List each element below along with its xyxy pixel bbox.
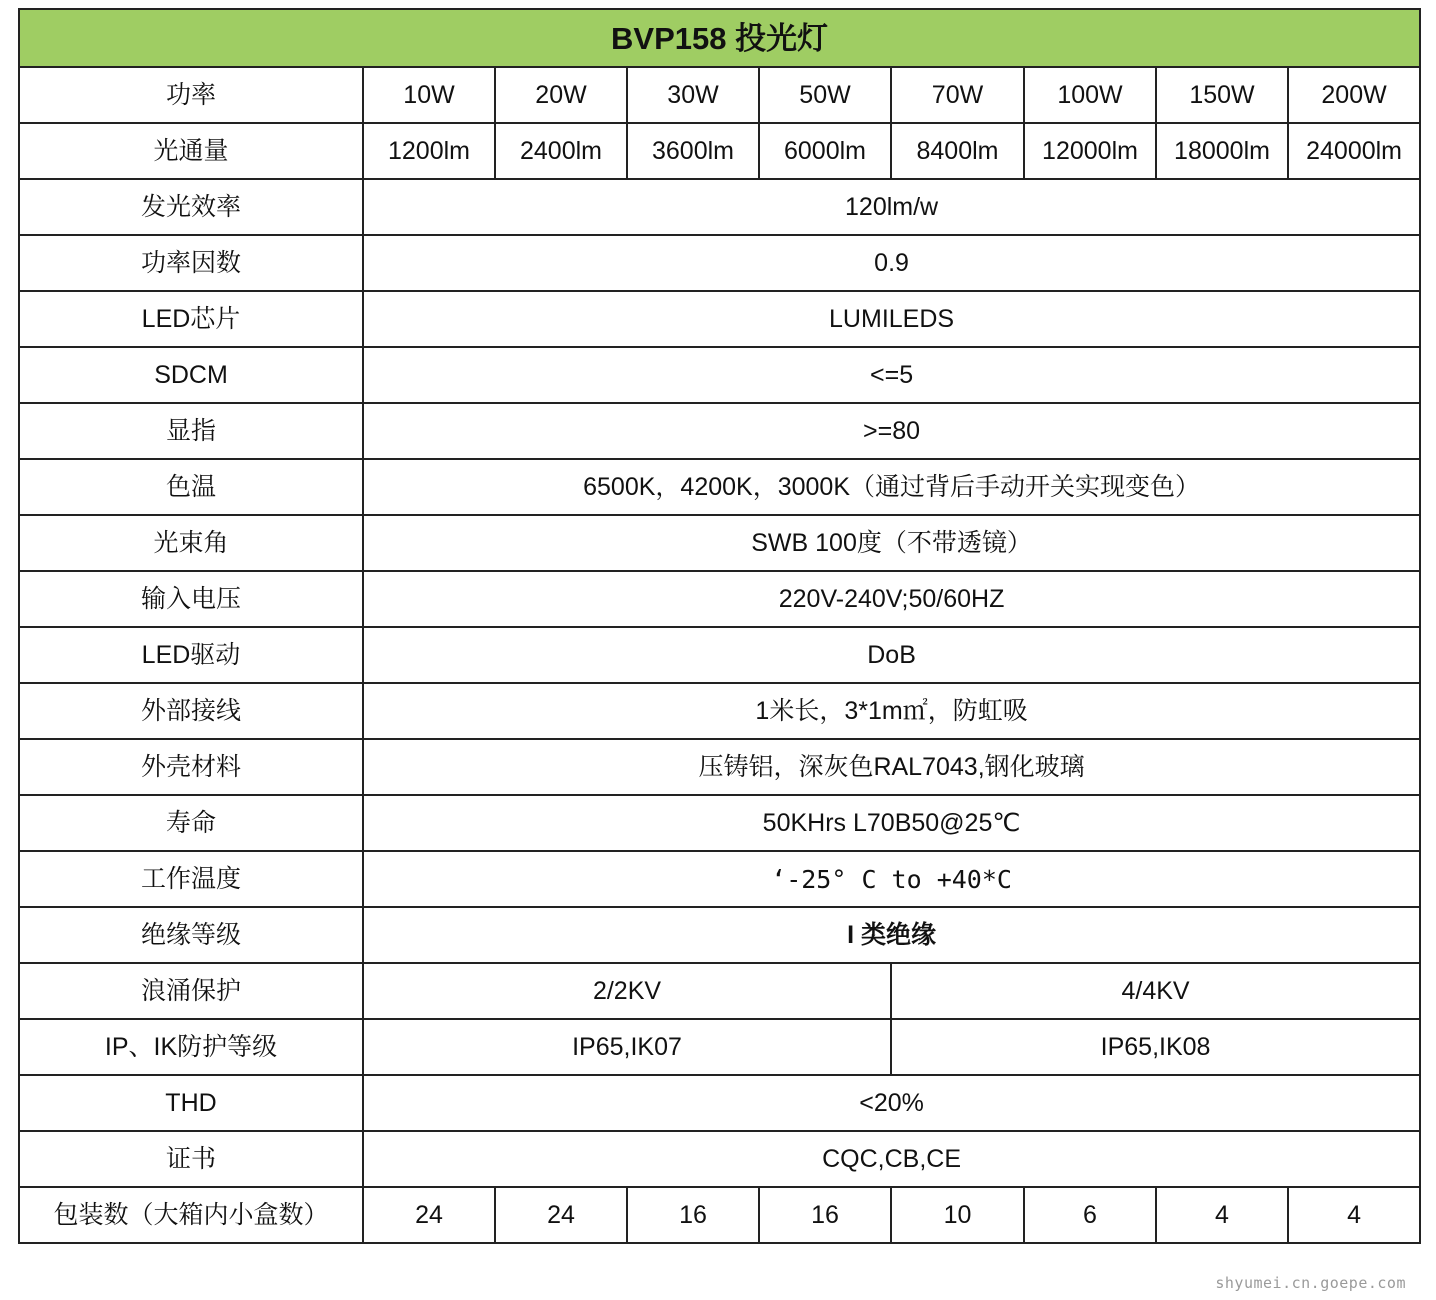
packing-cell: 16 <box>759 1187 891 1243</box>
row-label: LED芯片 <box>19 291 363 347</box>
row-beam-angle <box>19 515 1420 571</box>
table-title: BVP158 投光灯 <box>19 9 1420 67</box>
power-cell: 200W <box>1288 67 1420 123</box>
value-cell: 4/4KV <box>891 963 1420 1019</box>
flux-cell: 18000lm <box>1156 123 1288 179</box>
title-row <box>19 9 1420 67</box>
row-label: 工作温度 <box>19 851 363 907</box>
row-packing <box>19 1187 1420 1243</box>
row-certificates <box>19 1131 1420 1187</box>
value-cell: 220V-240V;50/60HZ <box>363 571 1420 627</box>
row-thd <box>19 1075 1420 1131</box>
row-label: 浪涌保护 <box>19 963 363 1019</box>
row-insulation <box>19 907 1420 963</box>
row-input-voltage <box>19 571 1420 627</box>
flux-cell: 12000lm <box>1024 123 1156 179</box>
row-flux <box>19 123 1420 179</box>
packing-cell: 24 <box>495 1187 627 1243</box>
watermark: shyumei.cn.goepe.com <box>1215 1274 1406 1292</box>
row-label: 发光效率 <box>19 179 363 235</box>
row-operating-temp <box>19 851 1420 907</box>
value-cell: IP65,IK08 <box>891 1019 1420 1075</box>
packing-cell: 6 <box>1024 1187 1156 1243</box>
flux-cell: 2400lm <box>495 123 627 179</box>
row-label: 绝缘等级 <box>19 907 363 963</box>
row-label: 光束角 <box>19 515 363 571</box>
row-label: 证书 <box>19 1131 363 1187</box>
packing-cell: 10 <box>891 1187 1024 1243</box>
row-cct <box>19 459 1420 515</box>
row-label: 外部接线 <box>19 683 363 739</box>
row-led-chip <box>19 291 1420 347</box>
value-cell: 压铸铝，深灰色RAL7043,钢化玻璃 <box>363 739 1420 795</box>
value-cell: IP65,IK07 <box>363 1019 891 1075</box>
value-cell: I 类绝缘 <box>363 907 1420 963</box>
flux-cell: 8400lm <box>891 123 1024 179</box>
value-cell: <=5 <box>363 347 1420 403</box>
row-power <box>19 67 1420 123</box>
value-cell: <20% <box>363 1075 1420 1131</box>
row-wiring <box>19 683 1420 739</box>
value-cell: SWB 100度（不带透镜） <box>363 515 1420 571</box>
power-cell: 30W <box>627 67 759 123</box>
value-cell: ‘-25° C to +40*C <box>363 851 1420 907</box>
row-lifetime <box>19 795 1420 851</box>
row-led-driver <box>19 627 1420 683</box>
power-cell: 70W <box>891 67 1024 123</box>
row-label: IP、IK防护等级 <box>19 1019 363 1075</box>
row-label: 寿命 <box>19 795 363 851</box>
packing-cell: 4 <box>1288 1187 1420 1243</box>
power-cell: 100W <box>1024 67 1156 123</box>
flux-cell: 24000lm <box>1288 123 1420 179</box>
row-label: 色温 <box>19 459 363 515</box>
row-surge <box>19 963 1420 1019</box>
row-sdcm <box>19 347 1420 403</box>
row-ip-ik <box>19 1019 1420 1075</box>
row-label: 显指 <box>19 403 363 459</box>
power-cell: 20W <box>495 67 627 123</box>
power-cell: 10W <box>363 67 495 123</box>
row-label: 功率 <box>19 67 363 123</box>
row-label: 功率因数 <box>19 235 363 291</box>
value-cell: 0.9 <box>363 235 1420 291</box>
flux-cell: 1200lm <box>363 123 495 179</box>
row-power-factor <box>19 235 1420 291</box>
value-cell: 1米长，3*1m㎡，防虹吸 <box>363 683 1420 739</box>
row-label: 光通量 <box>19 123 363 179</box>
row-housing <box>19 739 1420 795</box>
value-cell: CQC,CB,CE <box>363 1131 1420 1187</box>
packing-cell: 24 <box>363 1187 495 1243</box>
spec-table <box>18 8 1421 1244</box>
value-cell: 6500K，4200K，3000K（通过背后手动开关实现变色） <box>363 459 1420 515</box>
value-cell: 120lm/w <box>363 179 1420 235</box>
packing-cell: 4 <box>1156 1187 1288 1243</box>
row-label: 输入电压 <box>19 571 363 627</box>
row-label: 包装数（大箱内小盒数） <box>19 1187 363 1243</box>
row-label: THD <box>19 1075 363 1131</box>
packing-cell: 16 <box>627 1187 759 1243</box>
row-cri <box>19 403 1420 459</box>
power-cell: 150W <box>1156 67 1288 123</box>
value-cell: 2/2KV <box>363 963 891 1019</box>
row-label: LED驱动 <box>19 627 363 683</box>
value-cell: LUMILEDS <box>363 291 1420 347</box>
flux-cell: 6000lm <box>759 123 891 179</box>
flux-cell: 3600lm <box>627 123 759 179</box>
power-cell: 50W <box>759 67 891 123</box>
value-cell: DoB <box>363 627 1420 683</box>
value-cell: >=80 <box>363 403 1420 459</box>
row-label: SDCM <box>19 347 363 403</box>
row-efficacy <box>19 179 1420 235</box>
row-label: 外壳材料 <box>19 739 363 795</box>
value-cell: 50KHrs L70B50@25℃ <box>363 795 1420 851</box>
